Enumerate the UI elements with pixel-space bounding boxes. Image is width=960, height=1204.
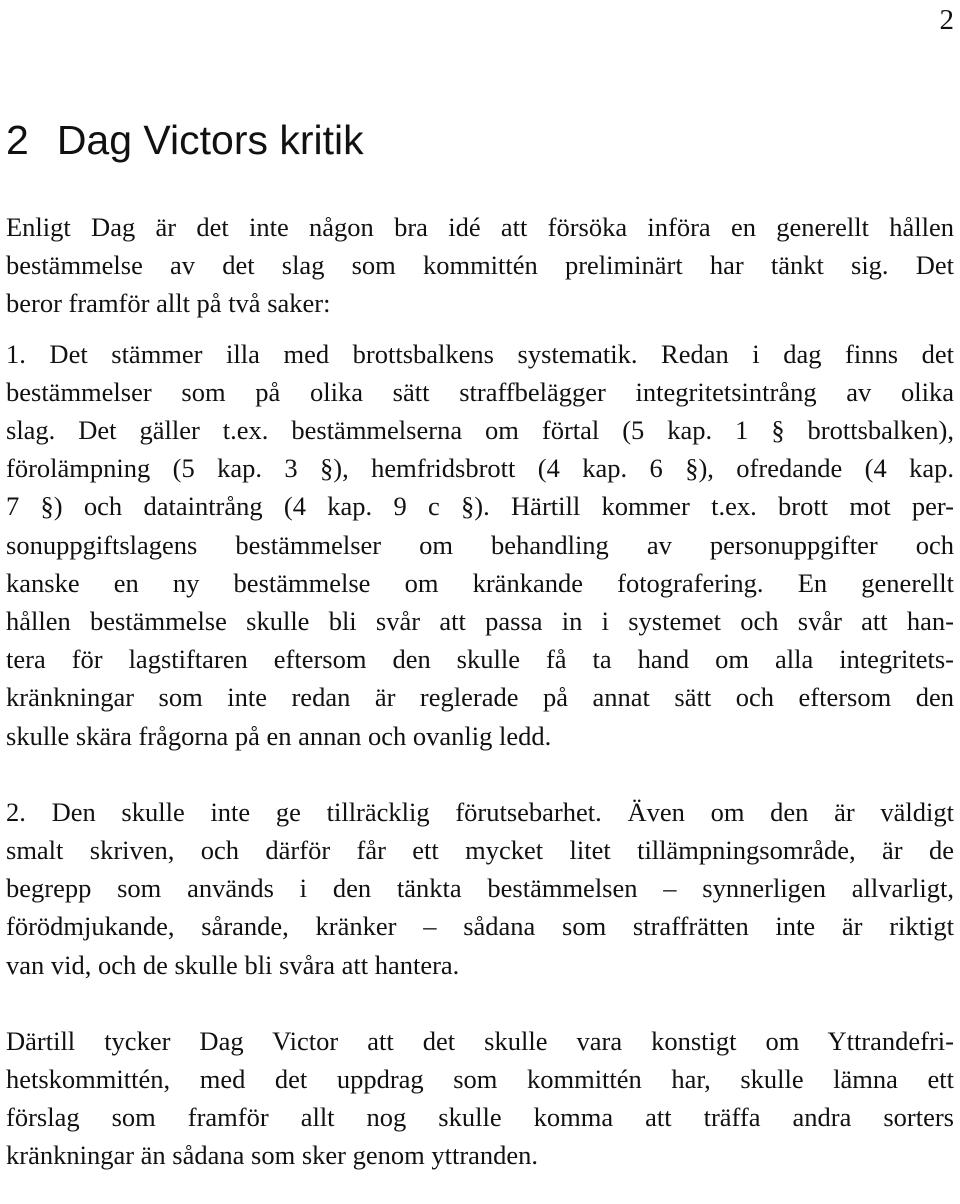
text-line: kanske en ny bestämmelse om kränkande fotografering. En generellt (6, 567, 954, 598)
text-line: 7 §) och dataintrång (4 kap. 9 c §). Härtill kommer t.ex. brott mot per- (6, 491, 954, 522)
text-line: förödmjukande, sårande, kränker – sådana som straffrätten inte är riktigt (6, 911, 954, 942)
text-line: förslag som framför allt nog skulle komma att träffa andra sorters (6, 1102, 954, 1133)
text-line: bestämmelse av det slag som kommittén preliminärt har tänkt sig. Det (6, 250, 954, 281)
text-line: kränkningar än sådana som sker genom yttranden. (6, 1140, 539, 1171)
text-line: hetskommittén, med det uppdrag som kommittén har, skulle lämna ett (6, 1064, 954, 1095)
text-line: bestämmelser som på olika sätt straffbelägger integritetsintrång av olika (6, 376, 954, 407)
text-line: tera för lagstiftaren eftersom den skulle få ta hand om alla integritets- (6, 644, 954, 675)
text-line: Därtill tycker Dag Victor att det skulle vara konstigt om Yttrandefri- (6, 1025, 954, 1056)
text-line: smalt skriven, och därför får ett mycket litet tillämpningsområde, är de (6, 835, 954, 866)
text-line: förolämpning (5 kap. 3 §), hemfridsbrott (4 kap. 6 §), ofredande (4 kap. (6, 453, 954, 484)
text-line: 2. Den skulle inte ge tillräcklig förutsebarhet. Även om den är väldigt (6, 796, 954, 827)
section-title: Dag Victors kritik (56, 117, 364, 163)
text-line: skulle skära frågorna på en annan och ovanlig ledd. (6, 720, 552, 751)
page-number: 2 (939, 4, 954, 36)
text-line: 1. Det stämmer illa med brottsbalkens systematik. Redan i dag finns det (6, 338, 954, 369)
section-number: 2 (6, 117, 29, 163)
closing-paragraph (6, 1022, 954, 1175)
point-2-paragraph (6, 793, 954, 984)
text-line: sonuppgiftslagens bestämmelser om behandling av personuppgifter och (6, 529, 954, 560)
text-line: van vid, och de skulle bli svåra att hantera. (6, 949, 460, 980)
text-line: begrepp som används i den tänkta bestämmelsen – synnerligen allvarligt, (6, 873, 954, 904)
intro-paragraph (6, 208, 954, 323)
body-text (6, 208, 954, 1175)
point-1-paragraph (6, 335, 954, 755)
text-line: kränkningar som inte redan är reglerade på annat sätt och eftersom den (6, 682, 954, 713)
text-line: Enligt Dag är det inte någon bra idé att försöka införa en generellt hållen (6, 212, 954, 242)
text-line: hållen bestämmelse skulle bli svår att passa in i systemet och svår att han- (6, 606, 954, 637)
text-line: beror framför allt på två saker: (6, 288, 331, 319)
section-heading (6, 114, 364, 166)
text-line: slag. Det gäller t.ex. bestämmelserna om förtal (5 kap. 1 § brottsbalken), (6, 415, 954, 446)
